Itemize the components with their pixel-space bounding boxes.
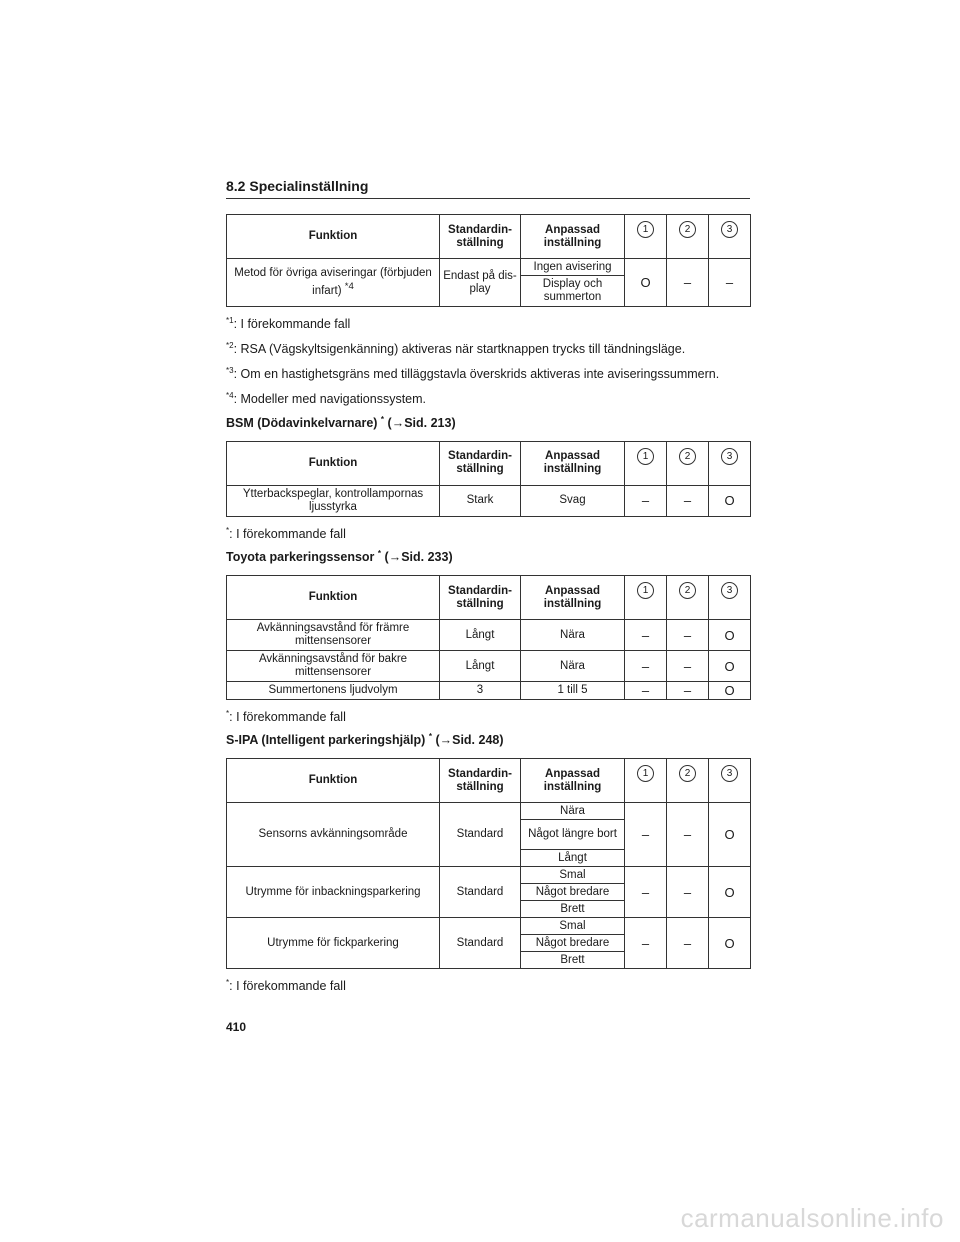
cell-mark-2: – bbox=[667, 259, 709, 307]
circle-3-icon: 3 bbox=[721, 448, 738, 465]
circle-2-icon: 2 bbox=[679, 582, 696, 599]
header-col-1 bbox=[625, 441, 667, 485]
subheading-sipa: S-IPA (Intelligent parkeringshjälp) * (→Sid. 248) bbox=[226, 732, 504, 748]
footnote-ref: *4 bbox=[344, 281, 354, 293]
header-funktion: Funktion bbox=[227, 441, 440, 485]
table-row: Avkänningsavstånd för bakre mittensensorer Långt Nära – – O bbox=[227, 651, 751, 682]
header-anpassad: Anpassad inställning bbox=[521, 441, 625, 485]
circle-1-icon: 1 bbox=[637, 582, 654, 599]
table-notifications bbox=[226, 214, 751, 307]
header-standard: Standardin-ställning bbox=[440, 759, 521, 803]
table-row: Sensorns avkänningsområde Standard Nära – – O bbox=[227, 803, 751, 820]
header-col-2 bbox=[667, 576, 709, 620]
header-col-1 bbox=[625, 576, 667, 620]
footnote: *: I förekommande fall bbox=[226, 978, 346, 994]
circle-3-icon: 3 bbox=[721, 221, 738, 238]
page-reference-link: (→Sid. 213) bbox=[387, 415, 456, 430]
table-sipa: Funktion Standardin-ställning Anpassad inställning 1 2 3 Sensorns avkänningsområde Standard Nära – – O Något längre bort Långt Utrymme för inbackningsparkering Standard Smal – – O Något bredare Brett Utrymme för fickparkering Standard Smal – – O Något bredare Brett bbox=[226, 758, 751, 969]
subheading-bsm: BSM (Dödavinkelvarnare) * (→Sid. 213) bbox=[226, 414, 456, 430]
cell-mark-3: – bbox=[709, 259, 751, 307]
header-funktion: Funktion bbox=[227, 215, 440, 259]
watermark: carmanualsonline.info bbox=[680, 1203, 944, 1233]
footnote: $^{*4}$: Modeller med navigationssystem. bbox=[226, 391, 427, 407]
table-row: Utrymme för inbackningsparkering Standard Smal – – O bbox=[227, 867, 751, 884]
cell-option: Ingen avisering bbox=[521, 259, 625, 276]
circle-3-icon: 3 bbox=[721, 765, 738, 782]
header-col-2 bbox=[667, 215, 709, 259]
footnote: $^{*2}$: RSA (Vägskyltsigenkänning) aktiveras när startknappen trycks till tändningsläge. bbox=[226, 341, 686, 357]
circle-2-icon: 2 bbox=[679, 765, 696, 782]
page-reference-link: (→Sid. 248) bbox=[435, 733, 504, 748]
header-anpassad: Anpassad inställning bbox=[521, 759, 625, 803]
table-row: Ytterbackspeglar, kontrollampornas ljusstyrka Stark Svag – – O bbox=[227, 485, 751, 516]
circle-3-icon: 3 bbox=[721, 582, 738, 599]
header-funktion: Funktion bbox=[227, 759, 440, 803]
footnote: $^{*3}$: Om en hastighetsgräns med tilläggstavla överskrids aktiveras inte aviseringssummern. bbox=[226, 366, 720, 382]
header-anpassad: Anpassad inställning bbox=[521, 576, 625, 620]
header-col-3 bbox=[709, 576, 751, 620]
cell-funktion: Metod för övriga aviseringar (förbjuden infart) $^{*4}$ bbox=[227, 259, 440, 307]
table-bsm bbox=[226, 441, 751, 517]
header-funktion: Funktion bbox=[227, 576, 440, 620]
header-col-3 bbox=[709, 759, 751, 803]
footnote: *: I förekommande fall bbox=[226, 709, 346, 725]
table-row: Utrymme för fickparkering Standard Smal – – O bbox=[227, 918, 751, 935]
cell-option: Display och summerton bbox=[521, 276, 625, 307]
header-standard: Standardin-ställning bbox=[440, 441, 521, 485]
cell-standard: Endast på dis-play bbox=[440, 259, 521, 307]
circle-1-icon: 1 bbox=[637, 221, 654, 238]
manual-page bbox=[226, 178, 750, 995]
footnote: $^{*1}$: I förekommande fall bbox=[226, 316, 351, 332]
table-row: Summertonens ljudvolym 3 1 till 5 – – O bbox=[227, 682, 751, 700]
header-col-3 bbox=[709, 215, 751, 259]
page-number: 410 bbox=[226, 1020, 247, 1034]
section-heading: 8.2 Specialinställning bbox=[226, 178, 750, 199]
header-standard: Standardin-ställning bbox=[440, 576, 521, 620]
header-anpassad: Anpassad inställning bbox=[521, 215, 625, 259]
footnote: *: I förekommande fall bbox=[226, 525, 346, 541]
circle-2-icon: 2 bbox=[679, 448, 696, 465]
circle-1-icon: 1 bbox=[637, 448, 654, 465]
table-row: Avkänningsavstånd för främre mittensensorer Långt Nära – – O bbox=[227, 620, 751, 651]
circle-2-icon: 2 bbox=[679, 221, 696, 238]
header-col-2 bbox=[667, 441, 709, 485]
header-col-2 bbox=[667, 759, 709, 803]
header-col-1 bbox=[625, 759, 667, 803]
subheading-parking-sensor: Toyota parkeringssensor * (→Sid. 233) bbox=[226, 548, 453, 565]
page-reference-link: (→Sid. 233) bbox=[384, 550, 453, 565]
cell-mark-1: O bbox=[625, 259, 667, 307]
header-col-3 bbox=[709, 441, 751, 485]
table-parking-sensor bbox=[226, 575, 751, 700]
header-standard: Standardin-ställning bbox=[440, 215, 521, 259]
header-col-1 bbox=[625, 215, 667, 259]
circle-1-icon: 1 bbox=[637, 765, 654, 782]
